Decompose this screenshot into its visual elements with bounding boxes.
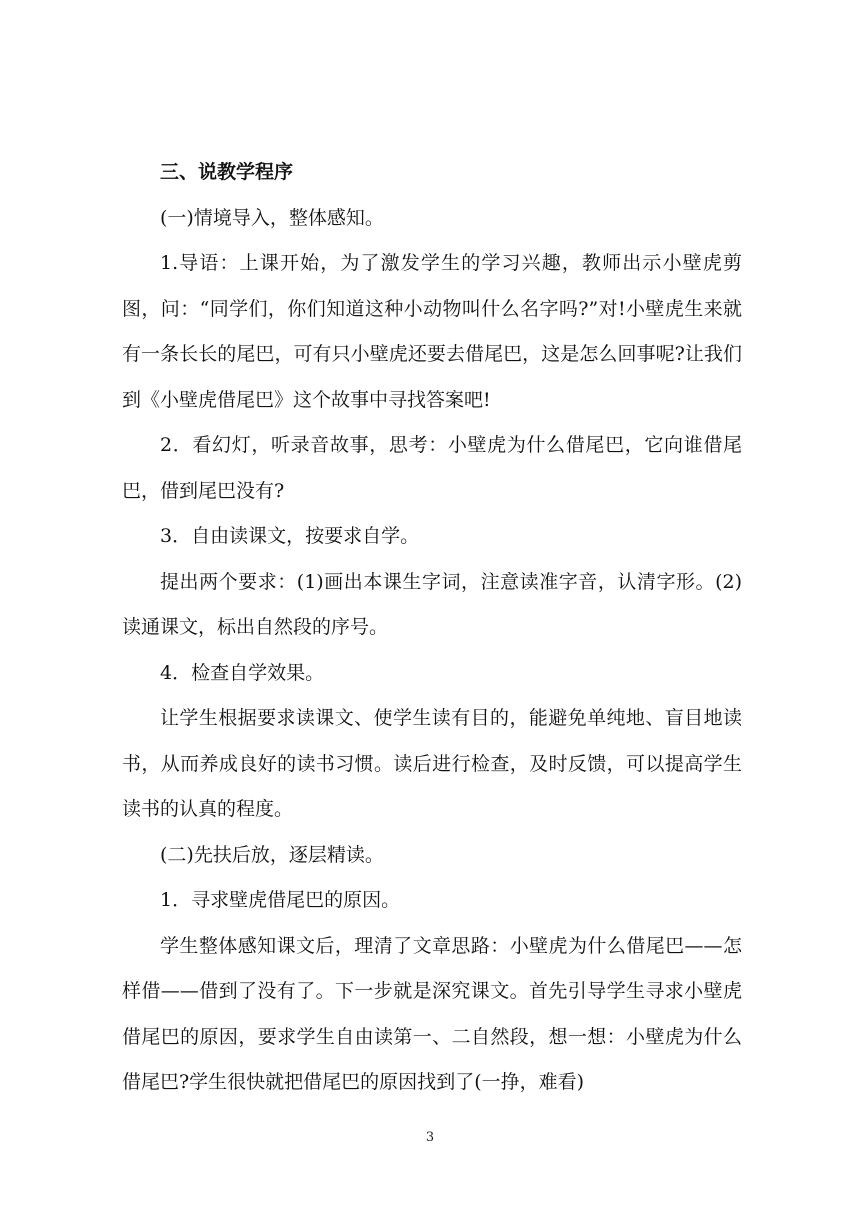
section-heading: 三、说教学程序 bbox=[160, 161, 294, 183]
paragraph: (一)情境导入，整体感知。 bbox=[160, 206, 384, 229]
paragraph: 3．自由读课文，按要求自学。 bbox=[160, 525, 420, 547]
paragraph: 1.导语：上课开始，为了激发学生的学习兴趣，教师出示小壁虎剪图，问：“同学们，你们知道这种小动物叫什么名字吗?”对!小壁虎生来就有一条长长的尾巴，可有只小壁虎还要去借尾巴，这是怎么回事呢?让我们到《小壁虎借尾巴》这个故事中寻找答案吧! bbox=[122, 252, 742, 411]
paragraph: 1．寻求壁虎借尾巴的原因。 bbox=[160, 889, 401, 911]
paragraph: 让学生根据要求读课文、使学生读有目的，能避免单纯地、盲目地读书，从而养成良好的读书习惯。读后进行检查，及时反馈，可以提高学生读书的认真的程度。 bbox=[122, 707, 742, 820]
paragraph: 提出两个要求：(1)画出本课生字词，注意读准字音，认清字形。(2)读通课文，标出自然段的序号。 bbox=[122, 570, 742, 638]
paragraph: 2．看幻灯，听录音故事，思考：小壁虎为什么借尾巴，它向谁借尾巴，借到尾巴没有? bbox=[122, 434, 742, 502]
page-number: 3 bbox=[425, 1130, 435, 1145]
paragraph: 学生整体感知课文后，理清了文章思路：小壁虎为什么借尾巴——怎样借——借到了没有了。下一步就是深究课文。首先引导学生寻求小壁虎借尾巴的原因，要求学生自由读第一、二自然段，想一想：小壁虎为什么借尾巴?学生很快就把借尾巴的原因找到了(一挣，难看) bbox=[122, 934, 742, 1093]
paragraph: (二)先扶后放，逐层精读。 bbox=[160, 843, 384, 866]
paragraph: 4．检查自学效果。 bbox=[160, 661, 325, 684]
document-body bbox=[122, 150, 742, 1106]
